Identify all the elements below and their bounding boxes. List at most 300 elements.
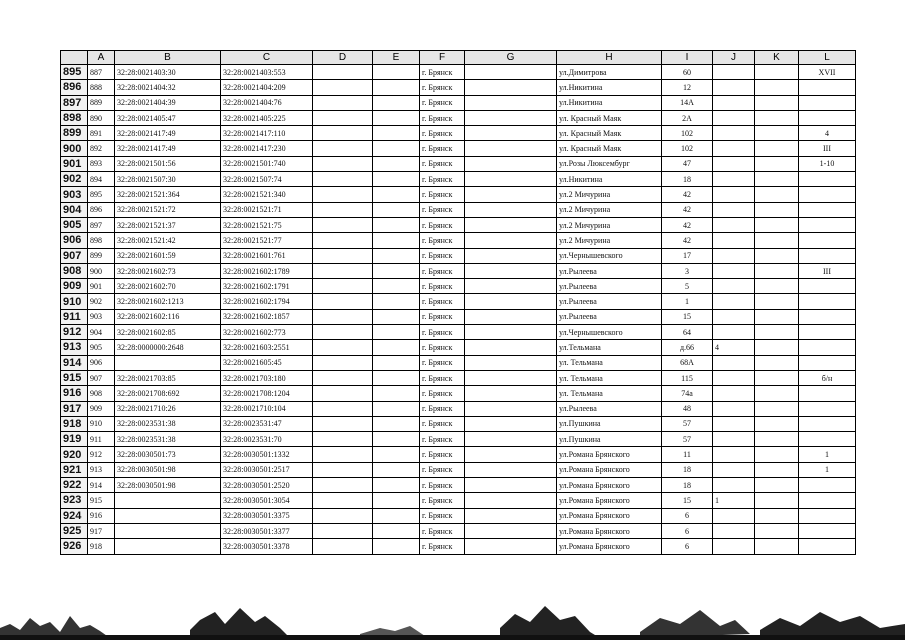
cell-e (373, 416, 420, 431)
row-number: 911 (61, 309, 88, 324)
cell-d (313, 202, 373, 217)
cell-k (755, 187, 799, 202)
column-header-e: E (373, 51, 420, 65)
cell-d (313, 539, 373, 554)
cell-d (313, 217, 373, 232)
cell-l (799, 80, 856, 95)
cell-b: 32:28:0021404:32 (115, 80, 221, 95)
cell-g (465, 493, 557, 508)
cell-d (313, 386, 373, 401)
cell-i: 18 (662, 478, 713, 493)
cell-j (713, 279, 755, 294)
cell-b: 32:28:0021501:56 (115, 156, 221, 171)
cell-j (713, 172, 755, 187)
cell-h: ул. Тельмана (557, 370, 662, 385)
cell-g (465, 202, 557, 217)
cell-c: 32:28:0021521:340 (221, 187, 313, 202)
cell-j (713, 370, 755, 385)
table-row (61, 340, 856, 355)
cell-i: 115 (662, 370, 713, 385)
cell-f: г. Брянск (420, 462, 465, 477)
row-number: 917 (61, 401, 88, 416)
cell-e (373, 539, 420, 554)
table-row (61, 187, 856, 202)
table-row (61, 325, 856, 340)
cell-l (799, 539, 856, 554)
cell-k (755, 523, 799, 538)
cell-k (755, 126, 799, 141)
cell-e (373, 401, 420, 416)
cell-a: 896 (88, 202, 115, 217)
cell-l (799, 325, 856, 340)
cell-l (799, 248, 856, 263)
cell-k (755, 248, 799, 263)
cell-d (313, 370, 373, 385)
cell-f: г. Брянск (420, 523, 465, 538)
cell-i: 12 (662, 80, 713, 95)
cell-j (713, 523, 755, 538)
row-number: 905 (61, 217, 88, 232)
cell-j (713, 386, 755, 401)
cell-j (713, 294, 755, 309)
cell-b: 32:28:0021703:85 (115, 370, 221, 385)
cell-a: 910 (88, 416, 115, 431)
cell-d (313, 80, 373, 95)
cell-f: г. Брянск (420, 279, 465, 294)
cell-g (465, 294, 557, 309)
cell-d (313, 95, 373, 110)
cell-e (373, 370, 420, 385)
cell-d (313, 248, 373, 263)
cell-b: 32:28:0021521:364 (115, 187, 221, 202)
cell-b: 32:28:0021417:49 (115, 141, 221, 156)
cell-k (755, 65, 799, 80)
cell-f: г. Брянск (420, 478, 465, 493)
cell-b: 32:28:0030501:73 (115, 447, 221, 462)
cell-g (465, 217, 557, 232)
cell-k (755, 478, 799, 493)
cell-a: 895 (88, 187, 115, 202)
cell-b: 32:28:0021602:1213 (115, 294, 221, 309)
cell-c: 32:28:0023531:47 (221, 416, 313, 431)
column-header-f: F (420, 51, 465, 65)
cell-c: 32:28:0021521:71 (221, 202, 313, 217)
row-number: 904 (61, 202, 88, 217)
row-number: 903 (61, 187, 88, 202)
cell-j (713, 432, 755, 447)
cell-f: г. Брянск (420, 370, 465, 385)
row-number: 900 (61, 141, 88, 156)
cell-k (755, 294, 799, 309)
cell-i: 18 (662, 172, 713, 187)
cell-e (373, 432, 420, 447)
cell-l (799, 401, 856, 416)
cell-k (755, 80, 799, 95)
table-row (61, 508, 856, 523)
cell-k (755, 401, 799, 416)
cell-a: 914 (88, 478, 115, 493)
cell-c: 32:28:0021602:1794 (221, 294, 313, 309)
cell-d (313, 462, 373, 477)
column-header-c: C (221, 51, 313, 65)
table-row (61, 478, 856, 493)
cell-d (313, 309, 373, 324)
cell-d (313, 447, 373, 462)
cell-k (755, 462, 799, 477)
cell-f: г. Брянск (420, 309, 465, 324)
cell-j (713, 416, 755, 431)
cell-k (755, 340, 799, 355)
cell-d (313, 263, 373, 278)
cell-j (713, 217, 755, 232)
cell-b: 32:28:0023531:38 (115, 432, 221, 447)
cell-b: 32:28:0021405:47 (115, 110, 221, 125)
cell-b: 32:28:0021521:42 (115, 233, 221, 248)
cell-f: г. Брянск (420, 416, 465, 431)
cell-h: ул.Романа Брянского (557, 493, 662, 508)
cell-e (373, 187, 420, 202)
cell-a: 900 (88, 263, 115, 278)
cell-h: ул.Рылеева (557, 401, 662, 416)
cell-j (713, 80, 755, 95)
table-row (61, 386, 856, 401)
row-number: 922 (61, 478, 88, 493)
cell-i: 15 (662, 493, 713, 508)
cell-l (799, 202, 856, 217)
cell-f: г. Брянск (420, 447, 465, 462)
cell-b: 32:28:0021602:70 (115, 279, 221, 294)
cell-j: 1 (713, 493, 755, 508)
cell-h: ул.Розы Люксембург (557, 156, 662, 171)
cell-e (373, 386, 420, 401)
cell-b: 32:28:0021708:692 (115, 386, 221, 401)
cell-e (373, 462, 420, 477)
scan-noise-strip (0, 598, 905, 640)
cell-h: ул.Романа Брянского (557, 539, 662, 554)
cell-h: ул. Красный Маяк (557, 110, 662, 125)
cell-h: ул. Красный Маяк (557, 141, 662, 156)
cell-d (313, 523, 373, 538)
column-header-k: K (755, 51, 799, 65)
row-number: 907 (61, 248, 88, 263)
cell-k (755, 217, 799, 232)
cell-i: 68А (662, 355, 713, 370)
table-row (61, 523, 856, 538)
cell-h: ул.Рылеева (557, 263, 662, 278)
row-number: 913 (61, 340, 88, 355)
cell-b: 32:28:0023531:38 (115, 416, 221, 431)
cell-l: III (799, 263, 856, 278)
cell-g (465, 462, 557, 477)
cell-l (799, 279, 856, 294)
cell-e (373, 80, 420, 95)
cell-c: 32:28:0030501:3378 (221, 539, 313, 554)
cell-l: б/н (799, 370, 856, 385)
cell-c: 32:28:0021501:740 (221, 156, 313, 171)
cell-c: 32:28:0030501:2517 (221, 462, 313, 477)
cell-e (373, 355, 420, 370)
table-row (61, 432, 856, 447)
table-row (61, 233, 856, 248)
cell-f: г. Брянск (420, 355, 465, 370)
cell-i: 17 (662, 248, 713, 263)
cell-i: 6 (662, 508, 713, 523)
row-number: 906 (61, 233, 88, 248)
cell-i: 2А (662, 110, 713, 125)
cell-i: 6 (662, 523, 713, 538)
cell-l (799, 432, 856, 447)
cell-h: ул.Никитина (557, 80, 662, 95)
row-number: 897 (61, 95, 88, 110)
cell-h: ул.Пушкина (557, 432, 662, 447)
cell-k (755, 233, 799, 248)
cell-a: 905 (88, 340, 115, 355)
table-row (61, 416, 856, 431)
cell-b (115, 508, 221, 523)
cell-f: г. Брянск (420, 508, 465, 523)
row-number: 921 (61, 462, 88, 477)
cell-e (373, 248, 420, 263)
cell-g (465, 141, 557, 156)
cell-h: ул.Пушкина (557, 416, 662, 431)
row-number: 902 (61, 172, 88, 187)
table-row (61, 263, 856, 278)
cell-b (115, 539, 221, 554)
cell-f: г. Брянск (420, 493, 465, 508)
cell-h: ул.Романа Брянского (557, 447, 662, 462)
cell-a: 916 (88, 508, 115, 523)
row-number: 916 (61, 386, 88, 401)
cell-f: г. Брянск (420, 539, 465, 554)
column-header-a: A (88, 51, 115, 65)
cell-l (799, 478, 856, 493)
table-row (61, 309, 856, 324)
cell-d (313, 294, 373, 309)
cell-f: г. Брянск (420, 172, 465, 187)
cell-j (713, 401, 755, 416)
cell-a: 909 (88, 401, 115, 416)
cell-i: 15 (662, 309, 713, 324)
cell-f: г. Брянск (420, 248, 465, 263)
cell-f: г. Брянск (420, 65, 465, 80)
cell-c: 32:28:0021405:225 (221, 110, 313, 125)
cell-a: 902 (88, 294, 115, 309)
cell-b: 32:28:0030501:98 (115, 478, 221, 493)
cell-j (713, 187, 755, 202)
cell-a: 915 (88, 493, 115, 508)
cell-g (465, 279, 557, 294)
cell-b: 32:28:0021601:59 (115, 248, 221, 263)
cell-c: 32:28:0030501:3375 (221, 508, 313, 523)
cell-f: г. Брянск (420, 386, 465, 401)
cell-d (313, 172, 373, 187)
cell-a: 890 (88, 110, 115, 125)
cell-g (465, 233, 557, 248)
column-header-i: I (662, 51, 713, 65)
cell-e (373, 447, 420, 462)
cell-h: ул.Рылеева (557, 279, 662, 294)
cell-c: 32:28:0023531:70 (221, 432, 313, 447)
cell-c: 32:28:0030501:2520 (221, 478, 313, 493)
cell-l: 1-10 (799, 156, 856, 171)
row-number: 914 (61, 355, 88, 370)
cell-d (313, 478, 373, 493)
row-number: 895 (61, 65, 88, 80)
cell-h: ул.Рылеева (557, 294, 662, 309)
data-table (60, 50, 856, 555)
cell-l (799, 416, 856, 431)
cell-g (465, 309, 557, 324)
cell-f: г. Брянск (420, 294, 465, 309)
table-row (61, 462, 856, 477)
cell-a: 918 (88, 539, 115, 554)
cell-l (799, 110, 856, 125)
cell-k (755, 370, 799, 385)
cell-a: 887 (88, 65, 115, 80)
cell-c: 32:28:0021603:2551 (221, 340, 313, 355)
cell-j: 4 (713, 340, 755, 355)
cell-d (313, 110, 373, 125)
cell-k (755, 325, 799, 340)
cell-f: г. Брянск (420, 340, 465, 355)
cell-l (799, 523, 856, 538)
cell-a: 908 (88, 386, 115, 401)
cell-a: 911 (88, 432, 115, 447)
cell-g (465, 416, 557, 431)
cell-e (373, 126, 420, 141)
cell-j (713, 508, 755, 523)
cell-l (799, 172, 856, 187)
cell-c: 32:28:0021403:553 (221, 65, 313, 80)
cell-k (755, 156, 799, 171)
cell-d (313, 156, 373, 171)
cell-i: 74а (662, 386, 713, 401)
cell-e (373, 478, 420, 493)
table-body (61, 65, 856, 555)
table-row (61, 80, 856, 95)
cell-i: 14А (662, 95, 713, 110)
column-header-row (61, 51, 856, 65)
cell-g (465, 65, 557, 80)
cell-b: 32:28:0021602:85 (115, 325, 221, 340)
cell-d (313, 401, 373, 416)
cell-j (713, 65, 755, 80)
cell-g (465, 248, 557, 263)
cell-j (713, 539, 755, 554)
row-number: 909 (61, 279, 88, 294)
table-row (61, 65, 856, 80)
cell-l (799, 95, 856, 110)
column-header-h: H (557, 51, 662, 65)
cell-g (465, 172, 557, 187)
column-header-j: J (713, 51, 755, 65)
cell-l (799, 187, 856, 202)
cell-f: г. Брянск (420, 126, 465, 141)
table-row (61, 110, 856, 125)
cell-i: 6 (662, 539, 713, 554)
cell-h: ул.Романа Брянского (557, 478, 662, 493)
cell-g (465, 539, 557, 554)
cell-j (713, 309, 755, 324)
cell-k (755, 309, 799, 324)
cell-e (373, 202, 420, 217)
table-row (61, 141, 856, 156)
cell-f: г. Брянск (420, 156, 465, 171)
cell-g (465, 110, 557, 125)
cell-e (373, 493, 420, 508)
cell-l (799, 355, 856, 370)
cell-i: 3 (662, 263, 713, 278)
cell-k (755, 110, 799, 125)
cell-b: 32:28:0021602:116 (115, 309, 221, 324)
cell-l: 1 (799, 447, 856, 462)
cell-a: 906 (88, 355, 115, 370)
cell-e (373, 340, 420, 355)
cell-j (713, 478, 755, 493)
cell-c: 32:28:0021602:1857 (221, 309, 313, 324)
cell-a: 898 (88, 233, 115, 248)
cell-c: 32:28:0021710:104 (221, 401, 313, 416)
cell-h: ул.2 Мичурина (557, 202, 662, 217)
cell-c: 32:28:0021602:1789 (221, 263, 313, 278)
cell-d (313, 126, 373, 141)
cell-c: 32:28:0021703:180 (221, 370, 313, 385)
cell-a: 912 (88, 447, 115, 462)
cell-i: 60 (662, 65, 713, 80)
cell-h: ул.Димитрова (557, 65, 662, 80)
cell-e (373, 523, 420, 538)
column-header-l: L (799, 51, 856, 65)
cell-a: 888 (88, 80, 115, 95)
cell-j (713, 355, 755, 370)
cell-k (755, 95, 799, 110)
cell-f: г. Брянск (420, 432, 465, 447)
cell-d (313, 416, 373, 431)
cell-k (755, 447, 799, 462)
cell-k (755, 141, 799, 156)
cell-i: 102 (662, 126, 713, 141)
cell-k (755, 432, 799, 447)
cell-i: 64 (662, 325, 713, 340)
cell-j (713, 462, 755, 477)
cell-d (313, 432, 373, 447)
column-header-g: G (465, 51, 557, 65)
cell-e (373, 65, 420, 80)
cell-b (115, 493, 221, 508)
cell-f: г. Брянск (420, 110, 465, 125)
row-number: 912 (61, 325, 88, 340)
cell-l: III (799, 141, 856, 156)
cell-i: 42 (662, 187, 713, 202)
cell-c: 32:28:0030501:3377 (221, 523, 313, 538)
cell-a: 899 (88, 248, 115, 263)
cell-l (799, 508, 856, 523)
cell-e (373, 294, 420, 309)
table-row (61, 202, 856, 217)
table-row (61, 355, 856, 370)
table-row (61, 172, 856, 187)
cell-h: ул. Красный Маяк (557, 126, 662, 141)
cell-f: г. Брянск (420, 80, 465, 95)
cell-k (755, 172, 799, 187)
cell-j (713, 156, 755, 171)
corner-cell (61, 51, 88, 65)
cell-l (799, 294, 856, 309)
cell-g (465, 370, 557, 385)
cell-d (313, 187, 373, 202)
cell-a: 897 (88, 217, 115, 232)
cell-a: 892 (88, 141, 115, 156)
